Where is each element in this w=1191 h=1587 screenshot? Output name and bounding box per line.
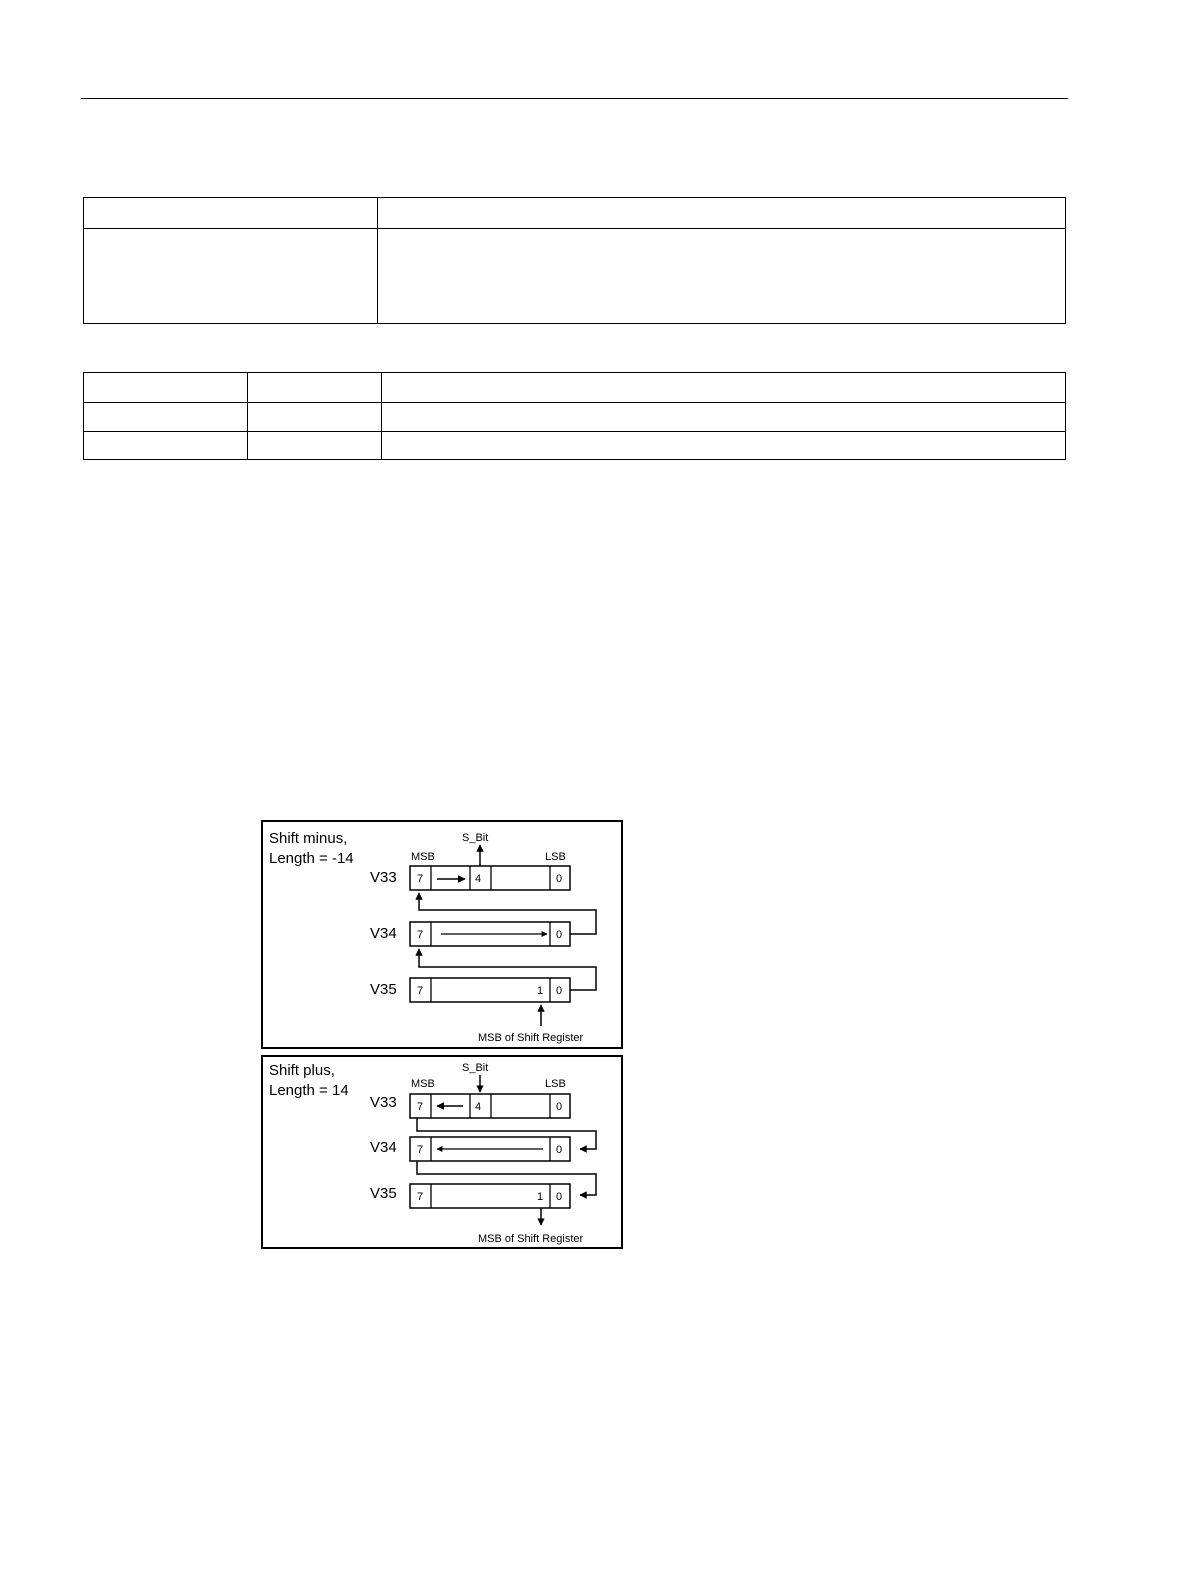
register-name: V35 <box>370 1185 397 1202</box>
table-cell <box>84 403 248 432</box>
bit-label: 7 <box>417 929 424 941</box>
bit-label: 4 <box>475 873 482 885</box>
msb-label: MSB <box>411 1078 435 1090</box>
bit-label: 7 <box>417 873 424 885</box>
shift-register-figure <box>258 816 628 1252</box>
register-name: V33 <box>370 869 397 886</box>
lsb-label: LSB <box>545 1078 566 1090</box>
register-box <box>410 1094 570 1118</box>
operand-table <box>83 372 1066 460</box>
register-name: V34 <box>370 925 397 942</box>
panel-title-line2: Length = 14 <box>269 1082 349 1099</box>
table-cell <box>378 198 1066 229</box>
panel-title-line2: Length = -14 <box>269 850 354 867</box>
bit-label: 0 <box>556 1101 563 1113</box>
header-rule <box>81 98 1068 99</box>
table-cell <box>382 432 1066 460</box>
table-cell <box>378 229 1066 324</box>
table-cell <box>84 229 378 324</box>
bit-label: 0 <box>556 929 563 941</box>
s-bit-label: S_Bit <box>462 832 489 844</box>
table-cell <box>382 373 1066 403</box>
bit-label: 1 <box>537 1191 544 1203</box>
register-v34 <box>370 1137 570 1161</box>
table-cell <box>382 403 1066 432</box>
register-box <box>410 866 570 890</box>
parameter-table <box>83 197 1066 324</box>
table-row <box>84 373 1066 403</box>
s-bit-label: S_Bit <box>462 1062 489 1074</box>
table-cell <box>248 432 382 460</box>
register-v33 <box>370 866 570 890</box>
table-row <box>84 403 1066 432</box>
bit-label: 1 <box>537 985 544 997</box>
bit-label: 0 <box>556 873 563 885</box>
bit-label: 0 <box>556 1144 563 1156</box>
bit-label: 7 <box>417 1101 424 1113</box>
table-cell <box>84 198 378 229</box>
register-v34 <box>370 922 570 946</box>
bit-label: 0 <box>556 1191 563 1203</box>
table-row <box>84 229 1066 324</box>
lsb-label: LSB <box>545 851 566 863</box>
bit-label: 4 <box>475 1101 482 1113</box>
register-box <box>410 978 570 1002</box>
register-name: V35 <box>370 981 397 998</box>
panel-shift-minus <box>262 821 622 1048</box>
bit-label: 7 <box>417 1144 424 1156</box>
carry-path <box>417 1118 596 1149</box>
table-cell <box>248 403 382 432</box>
msb-label: MSB <box>411 851 435 863</box>
footer-label: MSB of Shift Register <box>478 1233 584 1245</box>
carry-path <box>417 1161 596 1195</box>
table-cell <box>84 373 248 403</box>
table-cell <box>248 373 382 403</box>
table-row <box>84 432 1066 460</box>
bit-label: 7 <box>417 1191 424 1203</box>
bit-label: 0 <box>556 985 563 997</box>
register-box <box>410 1184 570 1208</box>
table-cell <box>84 432 248 460</box>
bit-label: 7 <box>417 985 424 997</box>
panel-title-line1: Shift plus, <box>269 1062 335 1079</box>
register-v35 <box>370 1184 570 1208</box>
panel-title-line1: Shift minus, <box>269 830 348 847</box>
footer-label: MSB of Shift Register <box>478 1032 584 1044</box>
register-name: V34 <box>370 1139 397 1156</box>
panel-shift-plus <box>262 1056 622 1248</box>
table-row <box>84 198 1066 229</box>
register-v35 <box>370 978 570 1002</box>
register-v33 <box>370 1094 570 1118</box>
register-name: V33 <box>370 1094 397 1111</box>
